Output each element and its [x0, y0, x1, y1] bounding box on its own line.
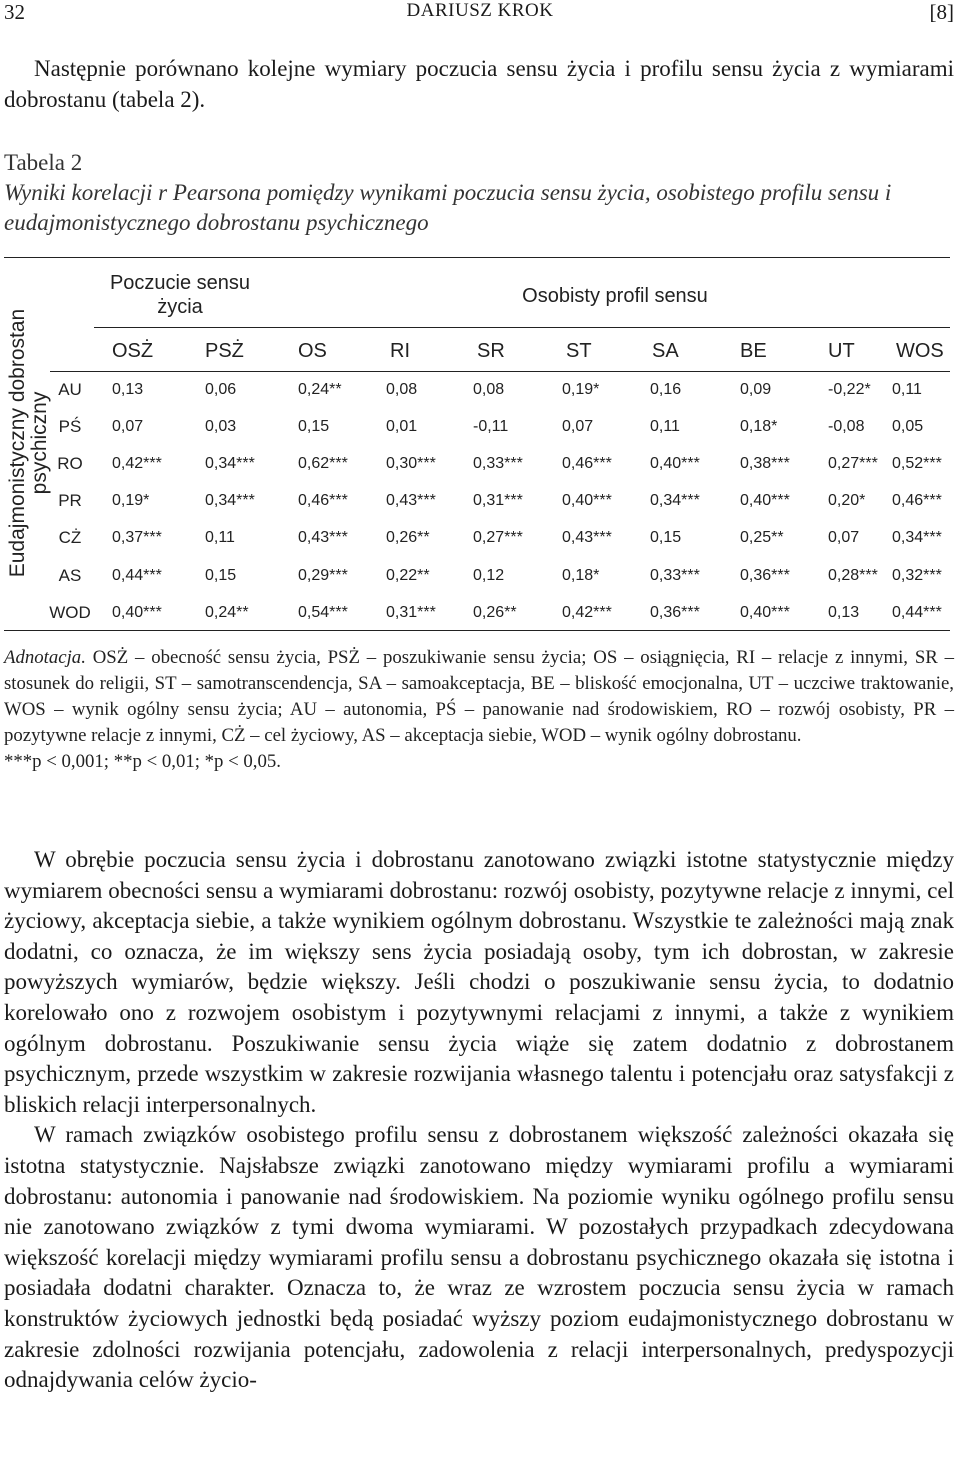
significance-legend: ***p < 0,001; **p < 0,01; *p < 0,05. [4, 750, 281, 772]
column-header: RI [390, 340, 410, 362]
row-group-label-second-line: psychiczny [28, 391, 51, 495]
table-cell: -0,08 [828, 418, 865, 435]
table-cell: 0,46*** [892, 492, 942, 509]
row-label: AU [58, 380, 82, 399]
table-cell: 0,36*** [650, 604, 700, 621]
table-cell: 0,13 [112, 381, 144, 398]
paragraph: W obrębie poczucia sensu życia i dobrostanu zanotowano związki istotne statystycznie między wymiarem obecności sensu a wymiarami dobrostanu: rozwój osobisty, pozytywne relacje z innymi, cel życiowy, akceptacja siebie, a także wynikiem ogólnym dobrostanu. Wszystkie te zależności mają znak dodatni, co oznacza, że im większy sens życia posiadają osoby, tym ich dobrostan, w zakresie powyższych wymiarów, będzie większy. Jeśli chodzi o poszukiwanie sensu życia, to dodatnio korelowało ono z rozwojem osobistym i pozytywnymi relacjami z innymi, a także z wynikiem ogólnym dobrostanu. Poszukiwanie sensu życia wiąże się zatem dodatnio z dobrostanem psychicznym, przede wszystkim w zakresie rozwijania własnego talentu i potencjału oraz satysfakcji z bliskich relacji interpersonalnych. [4, 847, 954, 1117]
section-marker: [8] [929, 0, 954, 24]
row-label: CŻ [58, 528, 82, 547]
table-cell: 0,40*** [650, 455, 700, 472]
table-cell: 0,16 [650, 381, 682, 398]
column-header: UT [828, 340, 855, 362]
table-cell: 0,06 [205, 381, 237, 398]
table-header-rule [94, 327, 950, 328]
row-label: PR [58, 491, 82, 510]
table-cell: 0,09 [740, 381, 772, 398]
column-header: OSŻ [112, 340, 154, 362]
table-cell: 0,07 [112, 418, 144, 435]
main-text [4, 845, 954, 1396]
column-header: OS [298, 340, 327, 362]
table-cell: 0,40*** [740, 604, 790, 621]
table-cell: 0,42*** [562, 604, 612, 621]
table-cell: 0,34*** [205, 455, 255, 472]
table-cell: 0,19* [562, 381, 600, 398]
table-cell: 0,32*** [892, 567, 942, 584]
table-cell: 0,27*** [473, 529, 523, 546]
table-cell: 0,34*** [892, 529, 942, 546]
table-cell: 0,43*** [386, 492, 436, 509]
table-top-rule [4, 257, 950, 258]
table-cell: 0,03 [205, 418, 237, 435]
table-cell: 0,40*** [740, 492, 790, 509]
table-cell: 0,42*** [112, 455, 162, 472]
table-cell: 0,15 [205, 567, 237, 584]
table-cell: 0,07 [828, 529, 860, 546]
column-group-poczucie: Poczucie sensu życia [109, 272, 251, 318]
table-cell: 0,08 [386, 381, 418, 398]
table-cell: 0,46*** [562, 455, 612, 472]
row-label: RO [57, 454, 83, 473]
row-label: AS [58, 566, 82, 585]
table-cell: 0,36*** [740, 567, 790, 584]
row-label: PŚ [58, 417, 82, 436]
table-cell: 0,07 [562, 418, 594, 435]
table-cell: 0,54*** [298, 604, 348, 621]
table-cell: 0,46*** [298, 492, 348, 509]
table-cell: 0,44*** [892, 604, 942, 621]
table-cell: 0,11 [892, 381, 922, 398]
column-header: ST [566, 340, 592, 362]
table-cell: 0,40*** [112, 604, 162, 621]
table-caption [4, 148, 954, 238]
column-header: SA [652, 340, 679, 362]
table-cell: 0,11 [205, 529, 235, 546]
column-header: BE [740, 340, 767, 362]
table-cell: 0,40*** [562, 492, 612, 509]
column-header: PSŻ [205, 340, 244, 362]
running-header [0, 0, 960, 26]
table-cell: -0,22* [828, 381, 871, 398]
running-author: DARIUSZ KROK [406, 0, 554, 21]
table-cell: 0,11 [650, 418, 680, 435]
row-label: WOD [49, 603, 91, 622]
table-cell: 0,38*** [740, 455, 790, 472]
table-cell: 0,43*** [298, 529, 348, 546]
note-label: Adnotacja. [4, 647, 86, 668]
table-cell: -0,11 [473, 418, 509, 435]
intro-paragraph: Następnie porównano kolejne wymiary poczucia sensu życia i profilu sensu życia z wymiarami dobrostanu (tabela 2). [4, 56, 954, 112]
table-cell: 0,15 [298, 418, 330, 435]
note-text: OSŻ – obecność sensu życia, PSŻ – poszukiwanie sensu życia; OS – osiągnięcia, RI – relacje z innymi, SR – stosunek do religii, ST – samotranscendencja, SA – samoakceptacja, BE – bliskość emocjonalna, UT – uczciwe traktowanie, WOS – wynik ogólny sensu życia; AU – autonomia, PŚ – panowanie nad środowiskiem, RO – rozwój osobisty, PR – pozytywne relacje z innymi, CŻ – cel życiowy, AS – akceptacja siebie, WOD – wynik ogólny dobrostanu. [4, 647, 954, 746]
table-subheader-rule [50, 371, 950, 372]
table-cell: 0,01 [386, 418, 418, 435]
table-cell: 0,05 [892, 418, 924, 435]
table-cell: 0,18* [562, 567, 600, 584]
table-bottom-rule [4, 630, 950, 631]
table-cell: 0,34*** [650, 492, 700, 509]
page-number: 32 [4, 0, 25, 24]
table-cell: 0,29*** [298, 567, 348, 584]
table-cell: 0,20* [828, 492, 866, 509]
table-note [4, 645, 954, 775]
row-group-label: Eudajmonistyczny dobrostan [6, 308, 29, 578]
table-cell: 0,30*** [386, 455, 436, 472]
table-cell: 0,26** [386, 529, 430, 546]
table-cell: 0,28*** [828, 567, 878, 584]
table-cell: 0,13 [828, 604, 860, 621]
table-cell: 0,31*** [386, 604, 436, 621]
table-cell: 0,62*** [298, 455, 348, 472]
table-cell: 0,19* [112, 492, 150, 509]
table-cell: 0,12 [473, 567, 505, 584]
table-cell: 0,33*** [473, 455, 523, 472]
table-cell: 0,22** [386, 567, 430, 584]
table-cell: 0,25** [740, 529, 784, 546]
table-cell: 0,33*** [650, 567, 700, 584]
column-group-profil: Osobisty profil sensu [522, 285, 708, 307]
table-cell: 0,37*** [112, 529, 162, 546]
table-cell: 0,34*** [205, 492, 255, 509]
table-cell: 0,44*** [112, 567, 162, 584]
table-cell: 0,08 [473, 381, 505, 398]
paragraph: W ramach związków osobistego profilu sensu z dobrostanem większość zależności okazała się istotna statystycznie. Najsłabsze związki zanotowano między wymiarami profilu a wymiarami dobrostanu: autonomia i panowanie nad środowiskiem. Na poziomie wyniku ogólnego profilu sensu nie zanotowano związków z tymi dwoma wymiarami. W pozostałych przypadkach zdecydowana większość korelacji między wymiarami profilu sensu a dobrostanu psychicznego okazała się istotna i posiadała dodatni charakter. Oznacza to, że wraz ze wzrostem poczucia sensu życia w ramach konstruktów życiowych jednostki będą posiadać wyższy poziom eudajmonistycznego dobrostanu w zakresie zdolności rozwijania potencjału, zadowolenia z relacji interpersonalnych, predyspozycji odnajdywania celów życio- [4, 1122, 954, 1393]
table-cell: 0,24** [205, 604, 249, 621]
table-cell: 0,24** [298, 381, 342, 398]
table-cell: 0,15 [650, 529, 682, 546]
table-cell: 0,18* [740, 418, 778, 435]
table-label: Tabela 2 [4, 150, 83, 175]
table-cell: 0,52*** [892, 455, 942, 472]
table-cell: 0,31*** [473, 492, 523, 509]
table-cell: 0,26** [473, 604, 517, 621]
column-header: SR [477, 340, 505, 362]
table-cell: 0,27*** [828, 455, 878, 472]
table-cell: 0,43*** [562, 529, 612, 546]
table-title: Wyniki korelacji r Pearsona pomiędzy wynikami poczucia sensu życia, osobistego profilu sensu i eudajmonistycznego dobrostanu psychicznego [4, 180, 892, 235]
column-header: WOS [896, 340, 944, 362]
